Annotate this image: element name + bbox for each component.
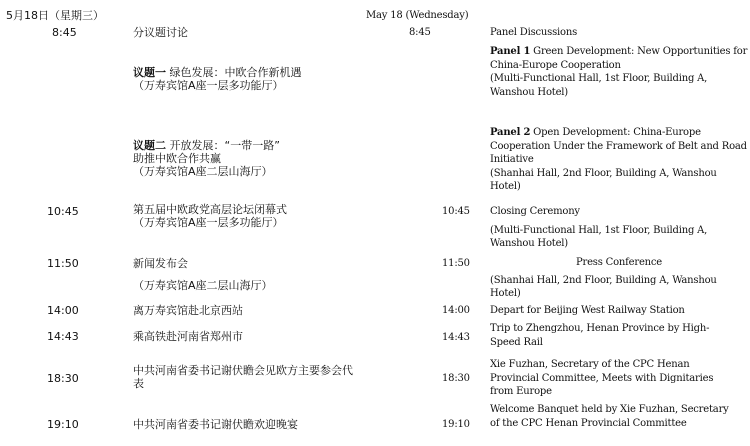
zh-time-1910: 19:10: [47, 418, 79, 431]
zh-time-1150: 11:50: [47, 257, 79, 270]
en-closing-ceremony-title: Closing Ceremony: [490, 206, 580, 217]
en-panel-2-prefix: Panel 2: [490, 127, 531, 138]
en-time-1400: 14:00: [442, 305, 470, 316]
en-panel-2: [490, 126, 748, 194]
en-time-1910: 19:10: [442, 419, 470, 430]
zh-welcome-banquet: 中共河南省委书记谢伏瞻欢迎晚宴: [133, 418, 298, 431]
zh-panel-2-title: 开放发展：“一带一路”: [166, 139, 280, 152]
zh-press-conference-title: 新闻发布会: [133, 257, 188, 270]
en-panel-1-title: Green Development: New Opportunities for China-Europe Cooperation: [490, 46, 748, 71]
zh-panel-1: [133, 66, 363, 92]
en-time-1045: 10:45: [442, 206, 470, 217]
en-time-1443: 14:43: [442, 332, 470, 343]
en-time-1830: 18:30: [442, 373, 470, 384]
zh-panel-1-title: 绿色发展：中欧合作新机遇: [166, 66, 302, 79]
en-trip-zhengzhou: Trip to Zhengzhou, Henan Province by High-Speed Rail: [490, 323, 710, 348]
en-press-conference-title: Press Conference: [575, 257, 663, 268]
zh-press-conference: [133, 257, 363, 292]
en-panel-2-title: Open Development: China-Europe Cooperation Under the Framework of Belt and Road Initiative: [490, 127, 747, 165]
en-time-1150: 11:50: [442, 258, 470, 269]
zh-press-conference-venue: （万寿宾馆A座二层山海厅）: [133, 279, 273, 292]
en-press-conference-venue: (Shanhai Hall, 2nd Floor, Building A, Wanshou Hotel): [490, 274, 717, 299]
en-press-conference: [490, 256, 748, 301]
en-item-panel-discussions: Panel Discussions: [490, 27, 578, 38]
zh-time-1830: 18:30: [47, 372, 79, 385]
zh-item-panel-discussions: 分议题讨论: [133, 26, 188, 39]
zh-xie-meets-dignitaries: 中共河南省委书记谢伏瞻会见欧方主要参会代表: [133, 364, 353, 390]
en-panel-2-venue: (Shanhai Hall, 2nd Floor, Building A, Wanshou Hotel): [490, 167, 717, 192]
en-xie-meets-dignitaries: Xie Fuzhan, Secretary of the CPC Henan Provincial Committee, Meets with Dignitaries from Europe: [490, 359, 714, 397]
en-depart-beijing-west: Depart for Beijing West Railway Station: [490, 305, 685, 316]
zh-closing-ceremony-venue: （万寿宾馆A座一层多功能厅）: [133, 216, 284, 229]
en-closing-ceremony: [490, 205, 748, 251]
en-date-heading: May 18 (Wednesday): [366, 10, 469, 21]
zh-closing-ceremony: [133, 203, 363, 229]
zh-panel-2: [133, 139, 363, 178]
zh-panel-1-venue: （万寿宾馆A座一层多功能厅）: [133, 79, 284, 92]
zh-date-heading: 5月18日（星期三）: [6, 9, 104, 22]
zh-panel-1-prefix: 议题一: [133, 66, 166, 79]
zh-panel-2-venue: （万寿宾馆A座二层山海厅）: [133, 165, 273, 178]
zh-time-1400: 14:00: [47, 304, 79, 317]
zh-trip-zhengzhou: 乘高铁赴河南省郑州市: [133, 330, 243, 343]
en-time-0845: 8:45: [409, 27, 431, 38]
zh-time-1045: 10:45: [47, 205, 79, 218]
zh-time-0845: 8:45: [52, 26, 77, 39]
en-panel-1-prefix: Panel 1: [490, 46, 531, 57]
zh-panel-2-title-line2: 助推中欧合作共赢: [133, 152, 221, 165]
zh-depart-beijing-west: 离万寿宾馆赴北京西站: [133, 304, 243, 317]
zh-time-1443: 14:43: [47, 330, 79, 343]
zh-panel-2-prefix: 议题二: [133, 139, 166, 152]
en-closing-ceremony-venue: (Multi-Functional Hall, 1st Floor, Building A, Wanshou Hotel): [490, 224, 708, 249]
en-welcome-banquet: Welcome Banquet held by Xie Fuzhan, Secretary of the CPC Henan Provincial Committee: [490, 404, 729, 429]
en-panel-1-venue: (Multi-Functional Hall, 1st Floor, Building A, Wanshou Hotel): [490, 73, 708, 98]
zh-closing-ceremony-title: 第五届中欧政党高层论坛闭幕式: [133, 203, 287, 216]
en-panel-1: [490, 45, 748, 99]
